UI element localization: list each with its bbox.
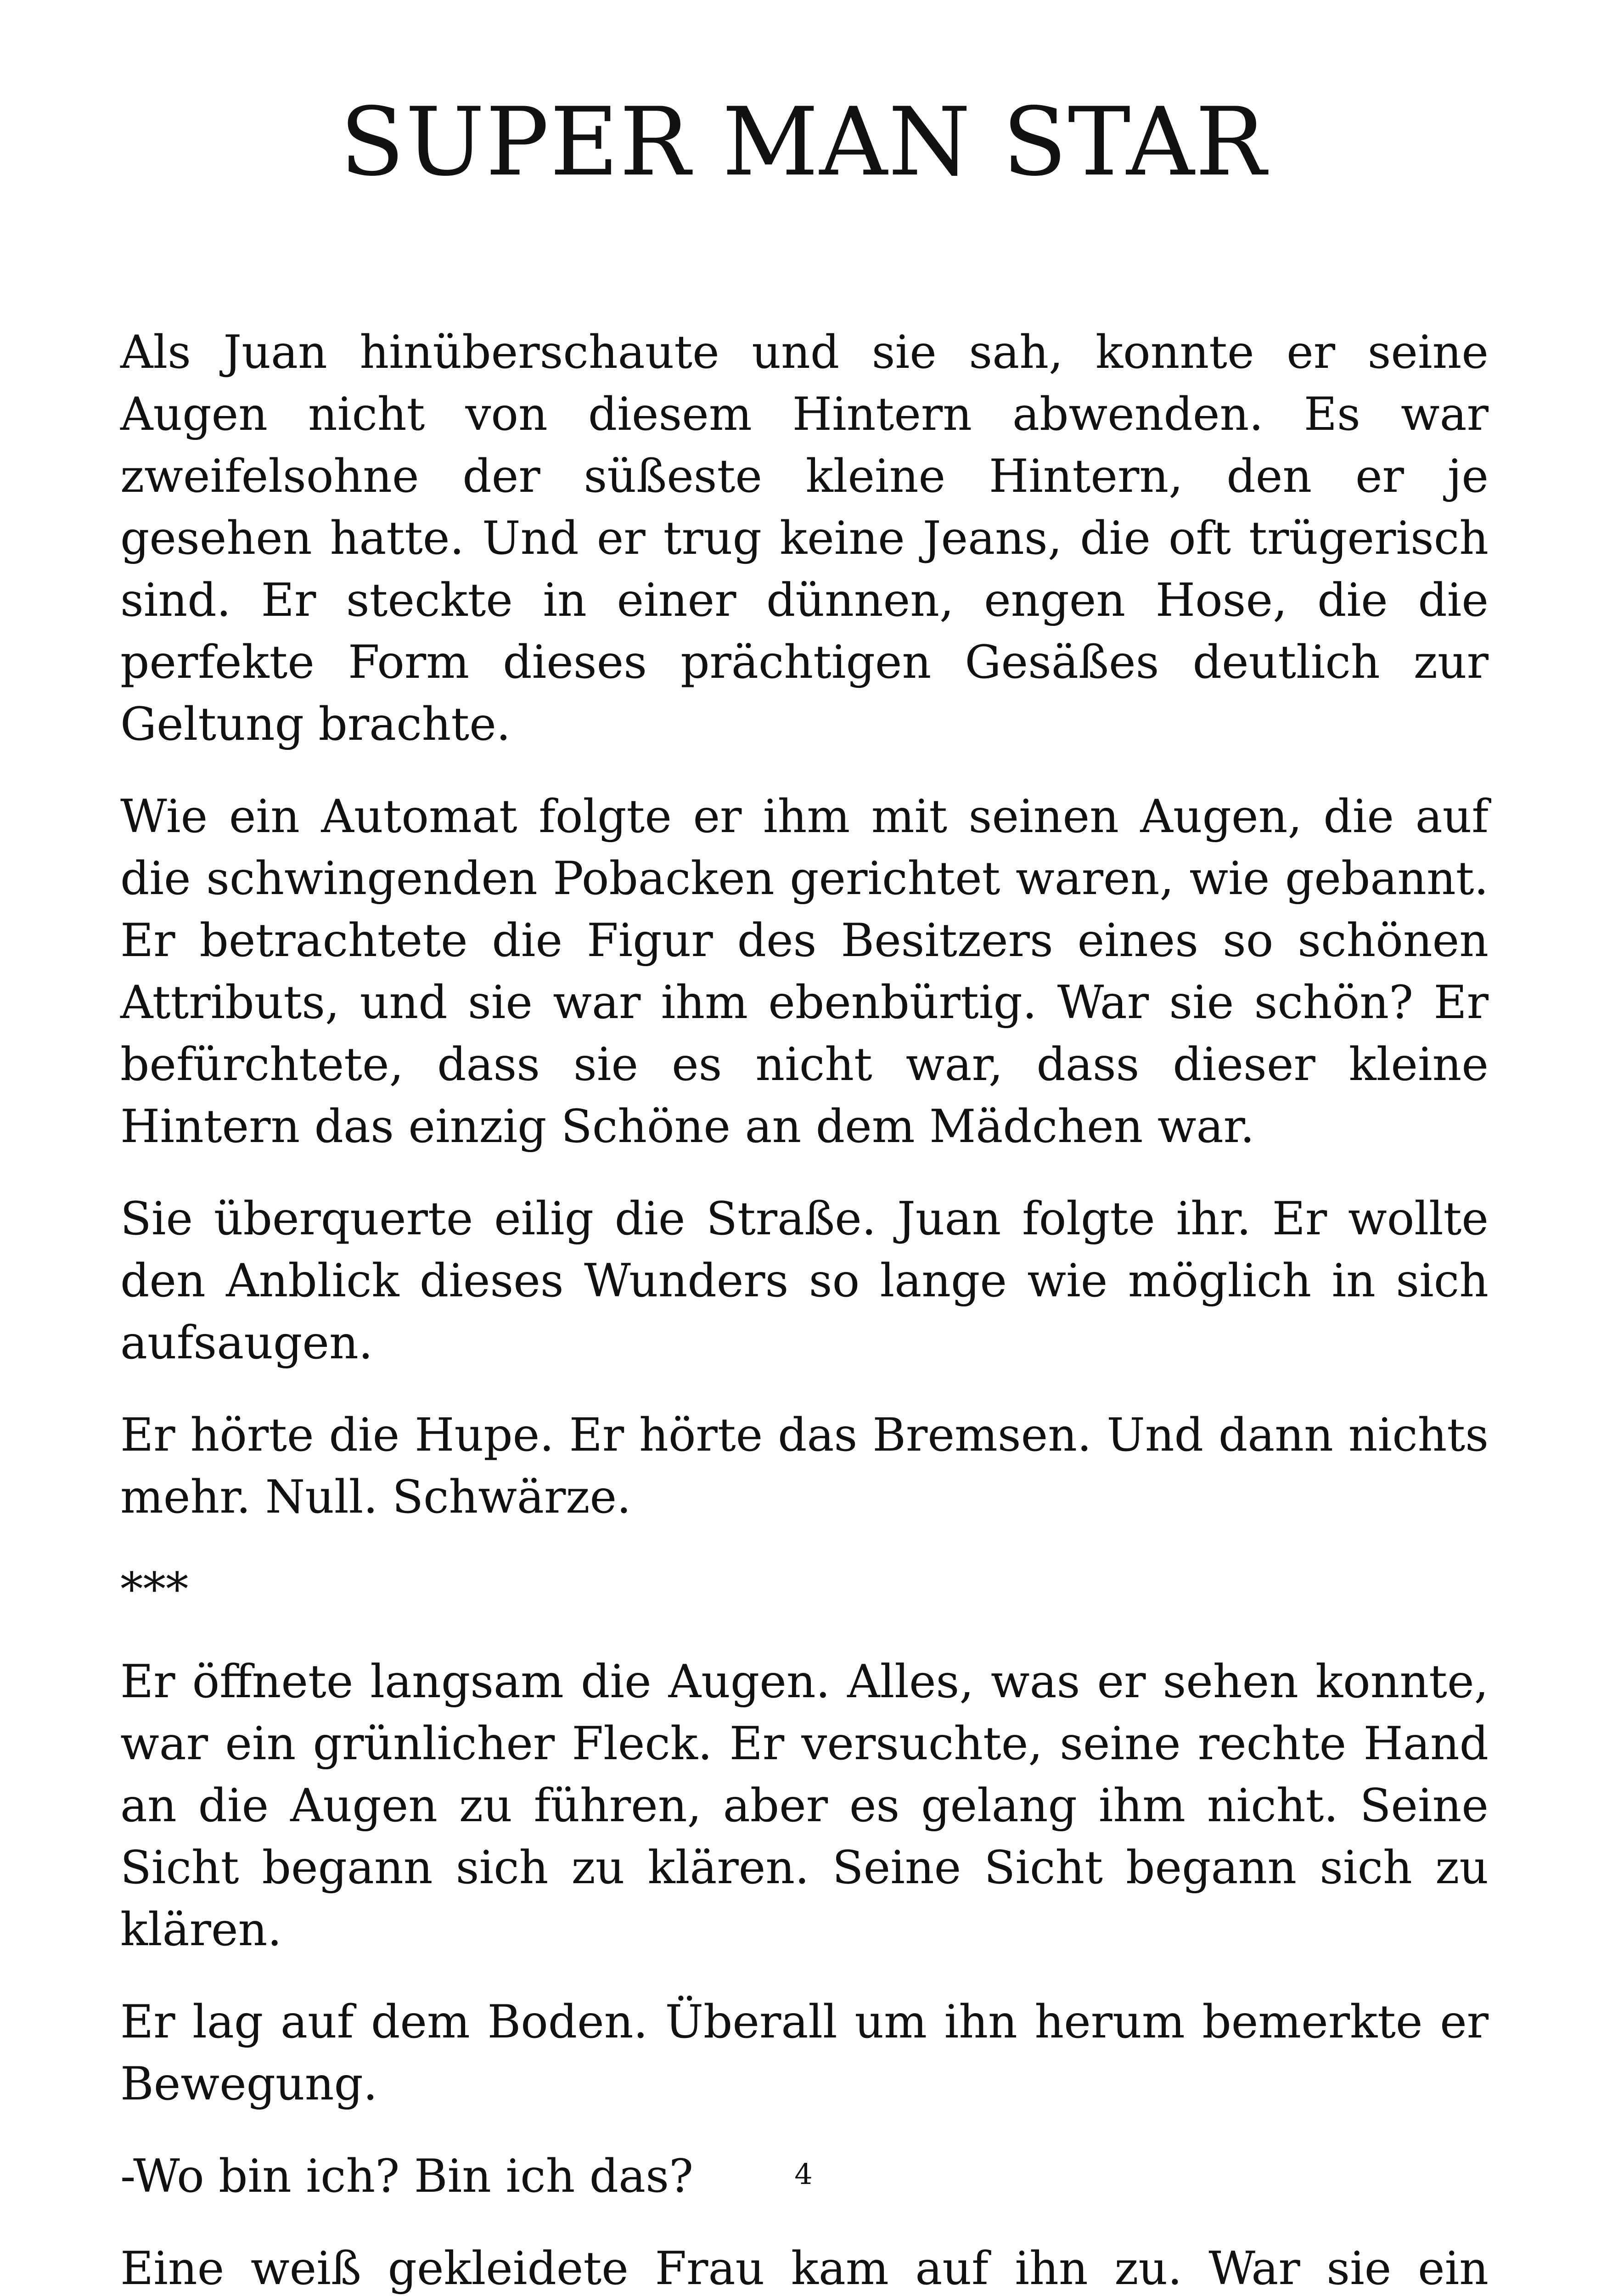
page-number: 4 bbox=[794, 2157, 813, 2191]
body-text bbox=[120, 321, 1489, 2296]
paragraph: Eine weiß gekleidete Frau kam auf ihn zu. War sie ein bbox=[120, 2242, 1489, 2295]
section-break: *** bbox=[120, 1563, 189, 1616]
dialogue-line: -Wo bin ich? Bin ich das? bbox=[120, 2150, 694, 2203]
page-title: SUPER MAN STAR bbox=[340, 88, 1267, 197]
paragraph: Er hörte die Hupe. Er hörte das Bremsen. Und dann nichts mehr. Null. Schwärze. bbox=[120, 1409, 1489, 1524]
paragraph: Sie überquerte eilig die Straße. Juan folgte ihr. Er wollte den Anblick dieses Wunders so lange wie möglich in sich aufsaugen. bbox=[120, 1193, 1489, 1369]
paragraph: Wie ein Automat folgte er ihm mit seinen Augen, die auf die schwingenden Pobacken gerichtet waren, wie gebannt. Er betrachtete die Figur des Besitzers eines so schönen Attributs, und sie war ihm ebenbürtig. War sie schön? Er befürchtete, dass sie es nicht war, dass dieser kleine Hintern das einzig Schöne an dem Mädchen war. bbox=[120, 790, 1489, 1153]
paragraph: Er lag auf dem Boden. Überall um ihn herum bemerkte er Bewegung. bbox=[120, 1996, 1489, 2110]
paragraph: Als Juan hinüberschaute und sie sah, konnte er seine Augen nicht von diesem Hintern abwenden. Es war zweifelsohne der süßeste kleine Hintern, den er je gesehen hatte. Und er trug keine Jeans, die oft trügerisch sind. Er steckte in einer dünnen, engen Hose, die die perfekte Form dieses prächtigen Gesäßes deutlich zur Geltung brachte. bbox=[120, 326, 1489, 751]
paragraph: Er öffnete langsam die Augen. Alles, was er sehen konnte, war ein grünlicher Fleck. Er versuchte, seine rechte Hand an die Augen zu führen, aber es gelang ihm nicht. Seine Sicht begann sich zu klären. Seine Sicht begann sich zu klären. bbox=[120, 1655, 1489, 1956]
